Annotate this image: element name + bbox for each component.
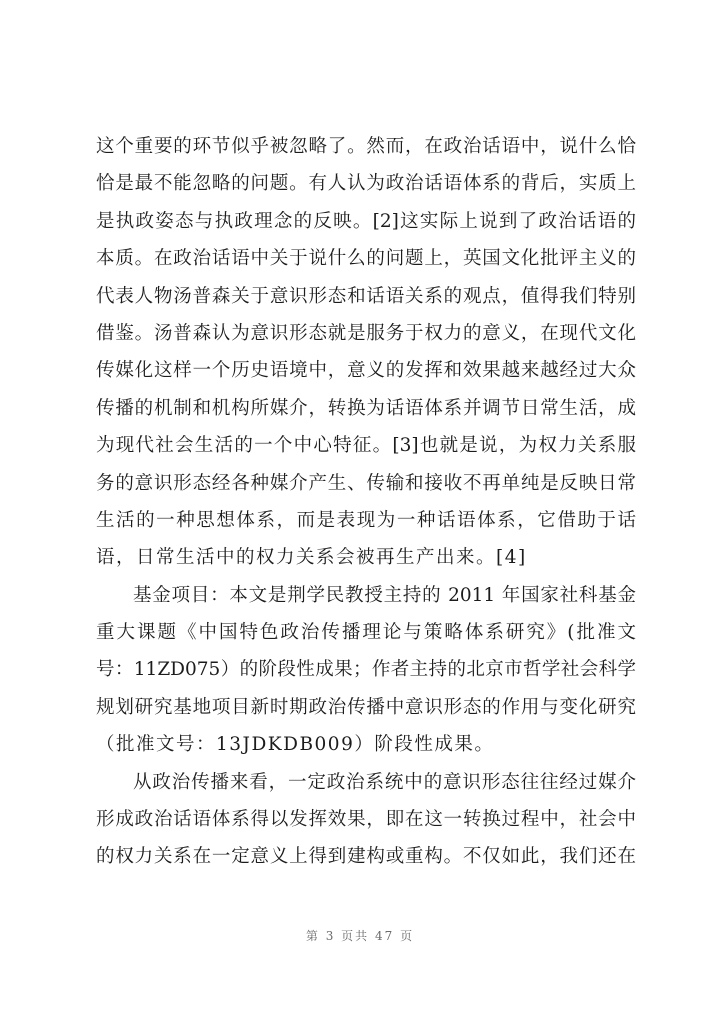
text-line: 的权力关系在一定意义上得到建构或重构。不仅如此，我们还在: [96, 846, 636, 868]
funding-paragraph-start: 基金项目：本文是荆学民教授主持的 2011 年国家社科基金: [133, 584, 636, 606]
text-line: 传媒化这样一个历史语境中，意义的发挥和效果越来越经过大众: [96, 360, 636, 382]
text-line: 为现代社会生活的一个中心特征。[3]也就是说，为权力关系服: [96, 435, 636, 457]
text-line: 务的意识形态经各种媒介产生、传输和接收不再单纯是反映日常: [96, 472, 636, 494]
text-line: 规划研究基地项目新时期政治传播中意识形态的作用与变化研究: [96, 696, 636, 718]
text-line: 本质。在政治话语中关于说什么的问题上，英国文化批评主义的: [96, 248, 636, 270]
text-line: 形成政治话语体系得以发挥效果，即在这一转换过程中，社会中: [96, 809, 636, 831]
text-line: 是执政姿态与执政理念的反映。[2]这实际上说到了政治话语的: [96, 210, 636, 232]
page-number-footer: 第 3 页共 47 页: [305, 929, 415, 943]
paragraph-start: 从政治传播来看，一定政治系统中的意识形态往往经过媒介: [133, 771, 636, 793]
text-line: （批准文号：13JDKDB009）阶段性成果。: [96, 734, 495, 756]
text-line: 传播的机制和机构所媒介，转换为话语体系并调节日常生活，成: [96, 397, 636, 419]
text-line: 这个重要的环节似乎被忽略了。然而，在政治话语中，说什么恰: [96, 136, 636, 157]
text-line: 重大课题《中国特色政治传播理论与策略体系研究》(批准文: [96, 622, 636, 644]
text-line: 恰是最不能忽略的问题。有人认为政治话语体系的背后，实质上: [96, 173, 636, 195]
text-line: 代表人物汤普森关于意识形态和话语关系的观点，值得我们特别: [96, 285, 636, 307]
text-line: 生活的一种思想体系，而是表现为一种话语体系，它借助于话: [96, 509, 636, 531]
text-line: 语，日常生活中的权力关系会被再生产出来。[4]: [96, 547, 527, 569]
body-text: [96, 128, 636, 876]
text-line: 号：11ZD075）的阶段性成果；作者主持的北京市哲学社会科学: [96, 659, 636, 681]
text-line: 借鉴。汤普森认为意识形态就是服务于权力的意义，在现代文化: [96, 322, 636, 344]
